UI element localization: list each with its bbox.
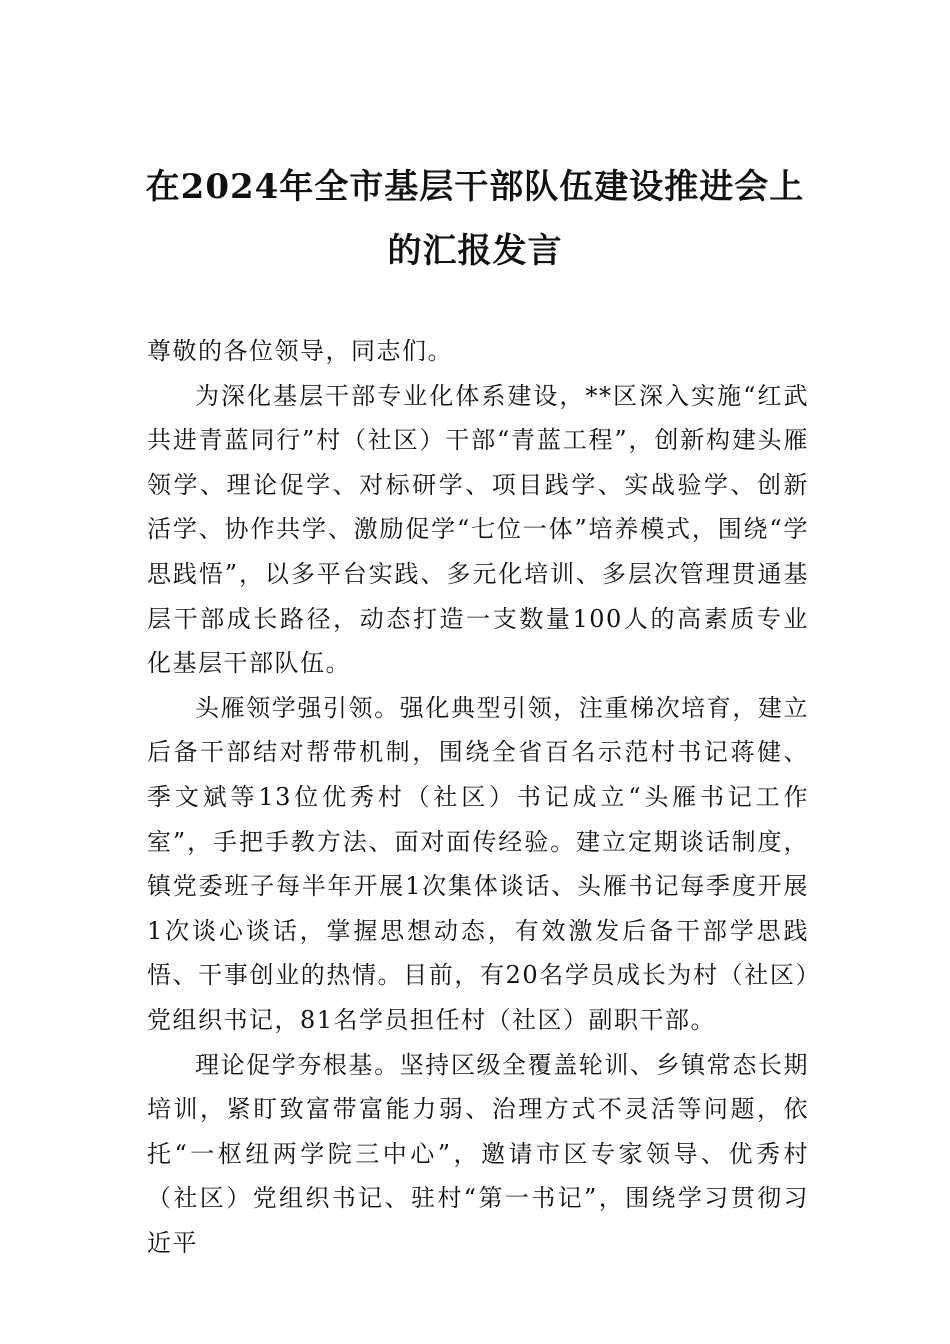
document-title (120, 155, 830, 283)
document-body (147, 329, 809, 1265)
paragraph-toutan-lingxue: 头雁领学强引领。强化典型引领，注重梯次培育，建立后备干部结对帮带机制，围绕全省百名示范村书记蒋健、季文斌等13位优秀村（社区）书记成立“头雁书记工作室”，手把手教方法、面对面传经验。建立定期谈话制度，镇党委班子每半年开展1次集体谈话、头雁书记每季度开展1次谈心谈话，掌握思想动态，有效激发后备干部学思践悟、干事创业的热情。目前，有20名学员成长为村（社区）党组织书记，81名学员担任村（社区）副职干部。 (147, 693, 809, 1034)
salutation: 尊敬的各位领导，同志们。 (147, 337, 453, 365)
paragraph-lilun-cuxue: 理论促学夯根基。坚持区级全覆盖轮训、乡镇常态长期培训，紧盯致富带富能力弱、治理方式不灵活等问题，依托“一枢纽两学院三中心”，邀请市区专家领导、优秀村（社区）党组织书记、驻村“第一书记”，围绕学习贯彻习近平 (147, 1050, 809, 1257)
paragraph-intro: 为深化基层干部专业化体系建设，**区深入实施“红武共进青蓝同行”村（社区）干部“青蓝工程”，创新构建头雁领学、理论促学、对标研学、项目践学、实战验学、创新活学、协作共学、激励促学“七位一体”培养模式，围绕“学思践悟”，以多平台实践、多元化培训、多层次管理贯通基层干部成长路径，动态打造一支数量100人的高素质专业化基层干部队伍。 (147, 381, 809, 678)
title-line-2: 的汇报发言 (387, 231, 563, 271)
title-line-1: 在2024年全市基层干部队伍建设推进会上 (145, 167, 805, 207)
